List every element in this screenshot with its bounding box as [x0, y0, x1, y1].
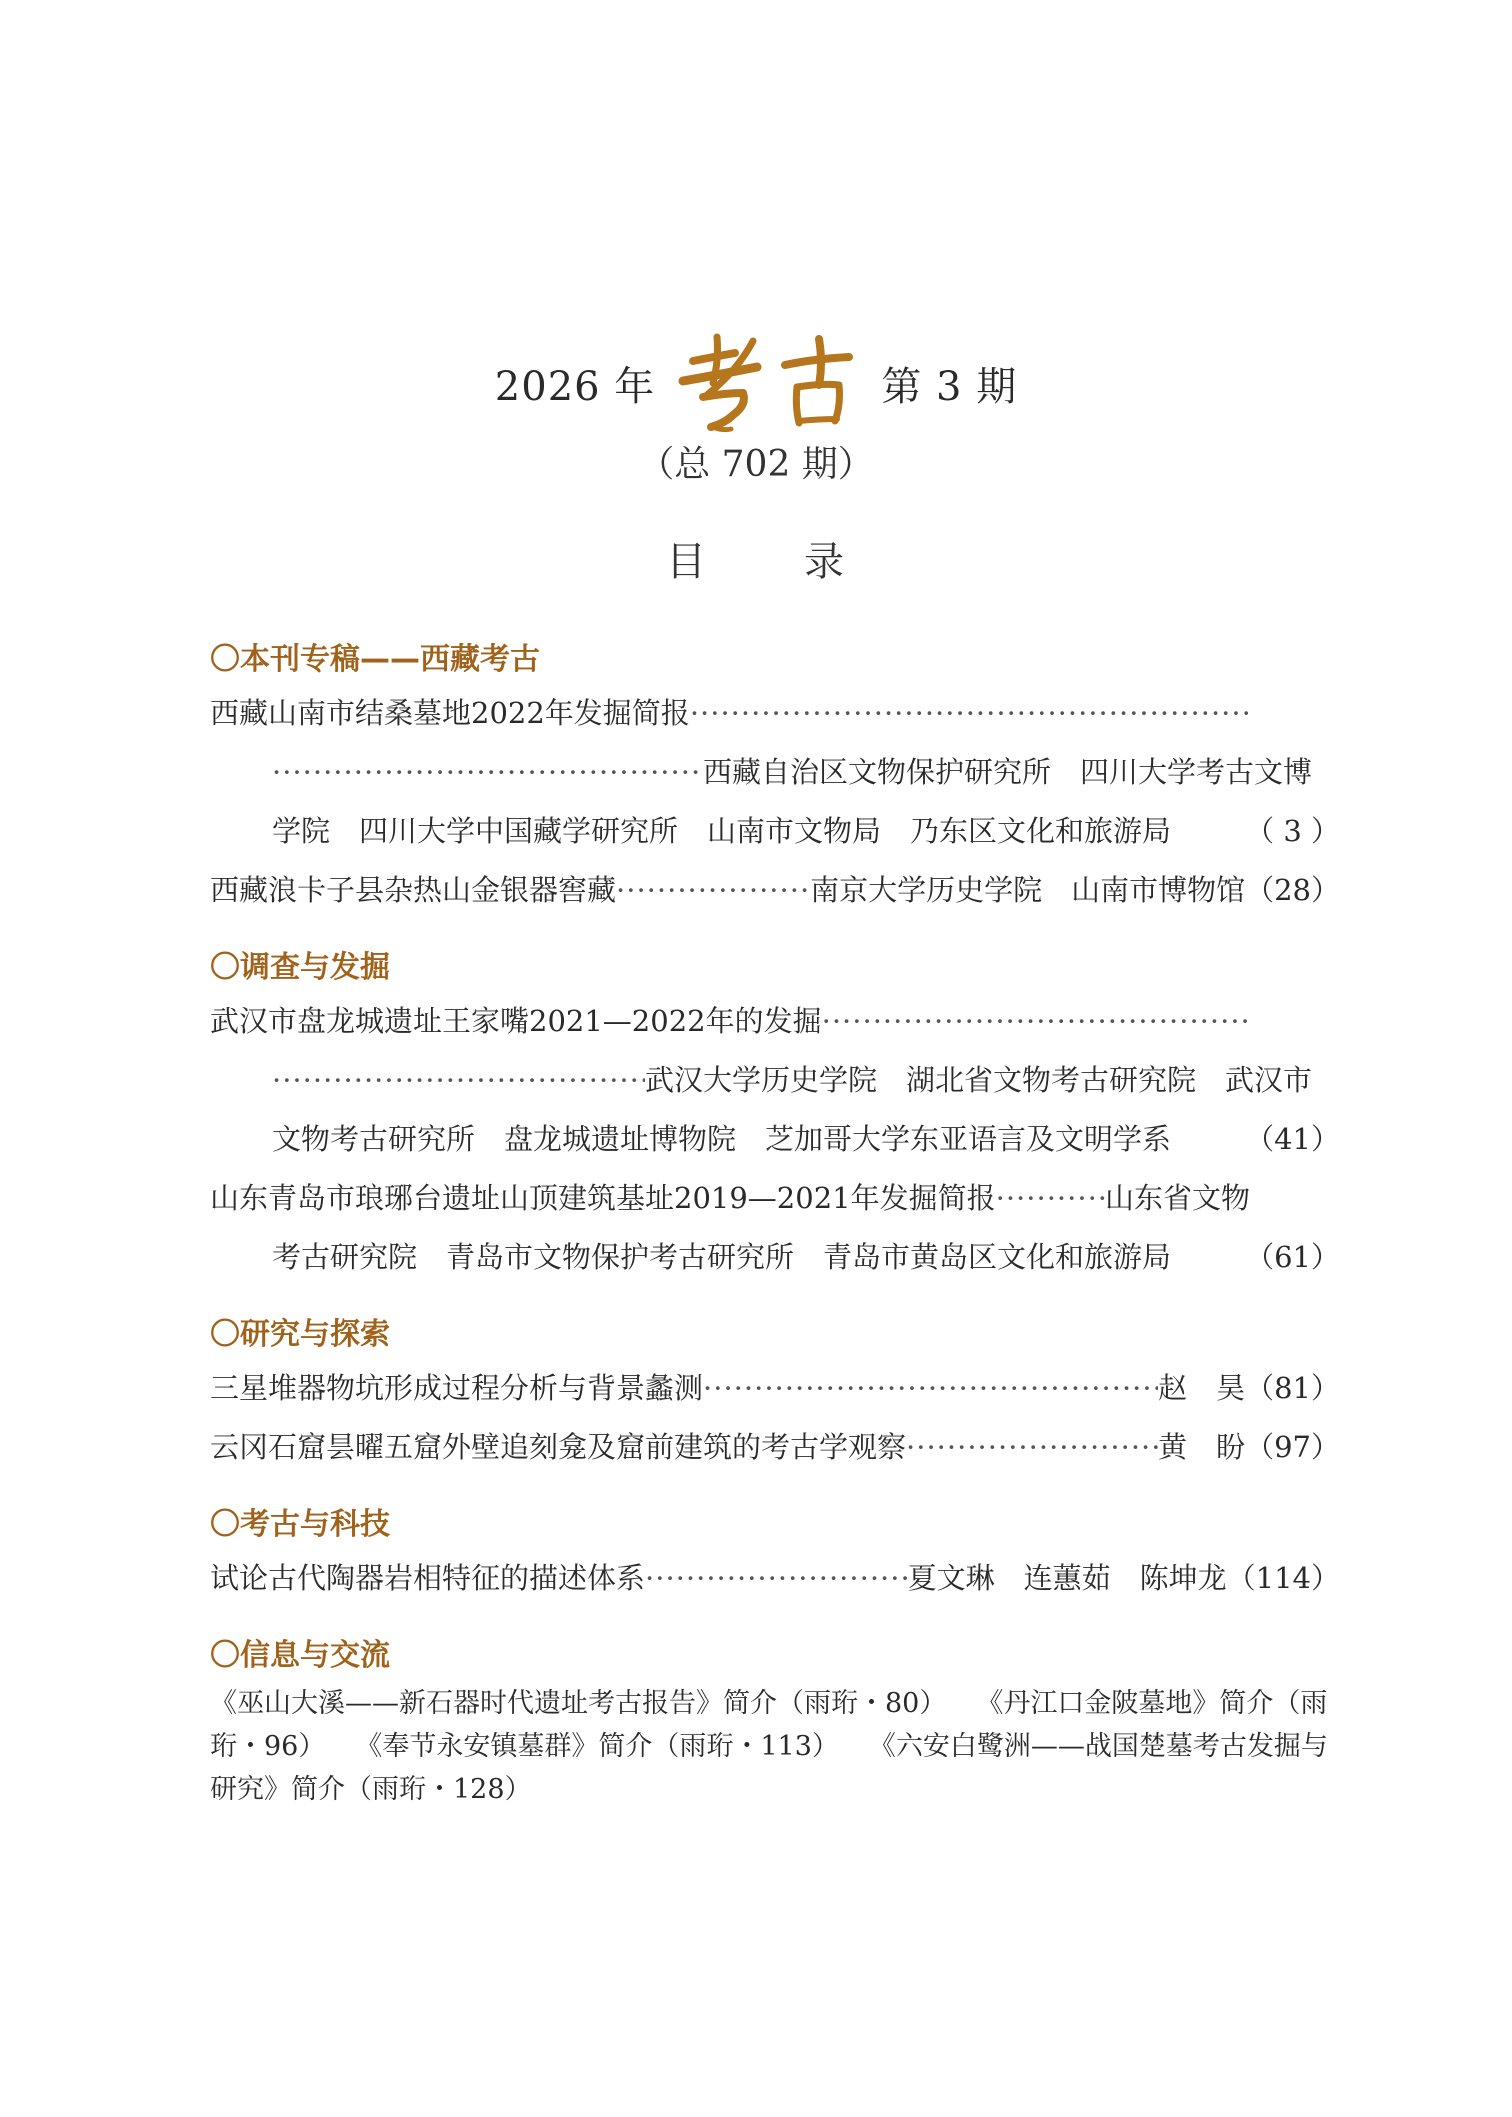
info-item[interactable]: 《丹江口金陂墓地》简介（雨珩・96） — [210, 1688, 1328, 1762]
leader-dots — [822, 992, 1250, 1051]
article-authors: 夏文琳 连蕙茹 陈坤龙 — [907, 1561, 1227, 1595]
total-issue: （总 702 期） — [638, 444, 874, 485]
leader-dots — [616, 861, 810, 920]
page-number: （28） — [1245, 873, 1340, 907]
page-number: （97） — [1245, 1430, 1340, 1464]
page-number: （41） — [1245, 1122, 1340, 1156]
section-title: 〇考古与科技 — [210, 1507, 390, 1542]
journal-logo — [673, 331, 861, 435]
toc-entry[interactable] — [210, 992, 1340, 1169]
article-title: 山东青岛市琅琊台遗址山顶建筑基址2019—2021年发掘简报 — [210, 1181, 996, 1215]
article-title: 西藏山南市结桑墓地2022年发掘简报 — [210, 696, 690, 730]
toc-entry[interactable] — [210, 861, 1340, 920]
page-number: （114） — [1226, 1561, 1340, 1595]
toc-heading — [0, 530, 1512, 587]
article-authors: 黄 盼 — [1158, 1430, 1246, 1464]
leader-dots — [272, 1051, 645, 1110]
leader-dots — [272, 743, 703, 802]
article-authors: 赵 昊 — [1158, 1371, 1246, 1405]
issue-number: 第 3 期 — [881, 363, 1018, 410]
article-authors: 南京大学历史学院 山南市博物馆 — [810, 873, 1246, 907]
page-number: （81） — [1245, 1371, 1340, 1405]
article-authors: 学院 四川大学中国藏学研究所 山南市文物局 乃东区文化和旅游局 — [272, 814, 1172, 848]
leader-dots — [690, 684, 1250, 743]
section-title: 〇调查与发掘 — [210, 950, 390, 985]
section-title: 〇研究与探索 — [210, 1317, 390, 1352]
toc-entry[interactable] — [210, 1359, 1340, 1418]
page-number: （ 3 ） — [1245, 814, 1340, 848]
table-of-contents — [210, 620, 1340, 1811]
toc-entry[interactable] — [210, 684, 1340, 861]
info-item[interactable]: 《奉节永安镇墓群》简介（雨珩・113） — [355, 1731, 839, 1762]
article-authors: 山东省文物 — [1104, 1181, 1250, 1215]
page-number: （61） — [1245, 1240, 1340, 1274]
toc-heading-char-2: 录 — [804, 539, 846, 585]
issue-year: 2026 年 — [494, 363, 656, 410]
article-title: 试论古代陶器岩相特征的描述体系 — [210, 1561, 646, 1595]
masthead — [0, 328, 1512, 438]
leader-dots — [906, 1418, 1158, 1477]
toc-heading-char-1: 目 — [666, 539, 708, 585]
article-authors: 武汉大学历史学院 湖北省文物考古研究院 武汉市 — [644, 1063, 1312, 1097]
toc-entry[interactable] — [210, 1418, 1340, 1477]
section-title: 〇本刊专稿——西藏考古 — [210, 642, 540, 677]
article-title: 武汉市盘龙城遗址王家嘴2021—2022年的发掘 — [210, 1004, 822, 1038]
info-item[interactable]: 《六安白鹭洲——战国楚墓考古发掘与研究》简介（雨珩・128） — [210, 1731, 1328, 1805]
info-block — [210, 1682, 1330, 1811]
article-authors: 考古研究院 青岛市文物保护考古研究所 青岛市黄岛区文化和旅游局 — [272, 1240, 1172, 1274]
leader-dots — [703, 1359, 1158, 1418]
article-title: 三星堆器物坑形成过程分析与背景蠡测 — [210, 1371, 704, 1405]
toc-entry[interactable] — [210, 1169, 1340, 1287]
info-item[interactable]: 《巫山大溪——新石器时代遗址考古报告》简介（雨珩・80） — [210, 1688, 947, 1719]
leader-dots — [996, 1169, 1105, 1228]
article-authors: 文物考古研究所 盘龙城遗址博物院 芝加哥大学东亚语言及文明学系 — [272, 1122, 1172, 1156]
article-title: 云冈石窟昙曜五窟外壁追刻龛及窟前建筑的考古学观察 — [210, 1430, 907, 1464]
toc-entry[interactable] — [210, 1549, 1340, 1608]
section-title: 〇信息与交流 — [210, 1638, 390, 1673]
article-title: 西藏浪卡子县杂热山金银器窖藏 — [210, 873, 617, 907]
article-authors: 西藏自治区文物保护研究所 四川大学考古文博 — [702, 755, 1312, 789]
leader-dots — [645, 1549, 908, 1608]
